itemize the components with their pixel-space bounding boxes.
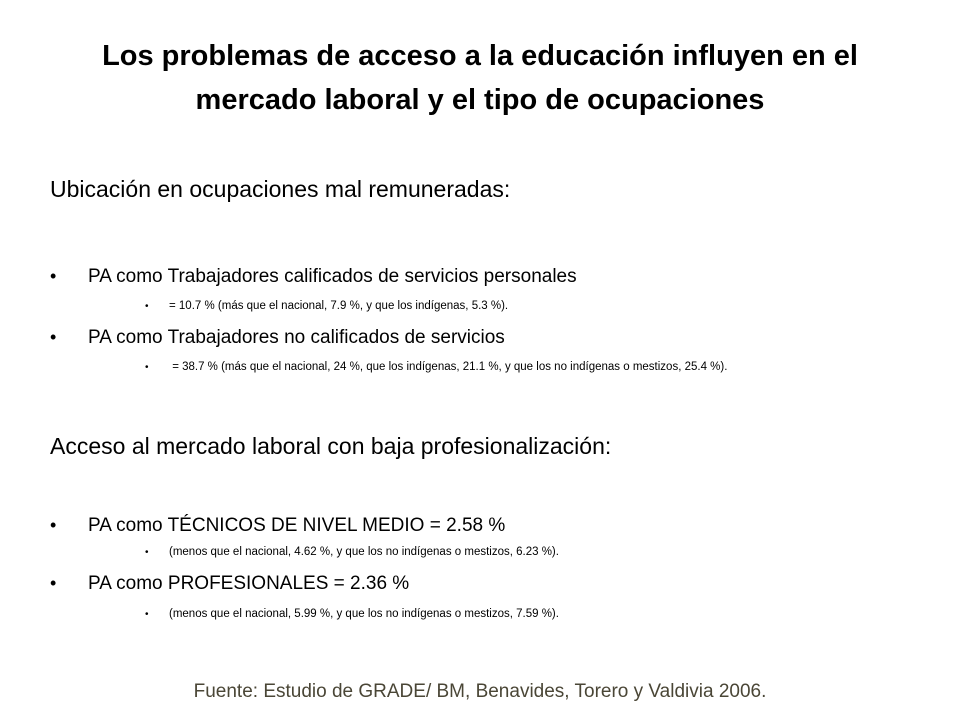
sub-bullet-item <box>145 359 727 376</box>
bullet-text: PA como PROFESIONALES = 2.36 % <box>88 573 410 594</box>
bullet-dot-icon: • <box>50 327 57 347</box>
bullet-text: PA como Trabajadores no calificados de servicios <box>88 327 505 348</box>
slide-title: Los problemas de acceso a la educación influyen en el mercado laboral y el tipo de ocupaciones <box>102 40 858 116</box>
section-heading-low-professionalization: Acceso al mercado laboral con baja profesionalización: <box>50 433 612 459</box>
bullet-text: PA como Trabajadores calificados de servicios personales <box>88 266 577 287</box>
bullet-item <box>50 264 577 289</box>
bullet-dot-icon: • <box>145 301 149 312</box>
sub-bullet-text: (menos que el nacional, 4.62 %, y que los no indígenas o mestizos, 6.23 %). <box>169 546 559 558</box>
sub-bullet-item <box>145 606 559 623</box>
sub-bullet-text: (menos que el nacional, 5.99 %, y que los no indígenas o mestizos, 7.59 %). <box>169 608 559 620</box>
sub-bullet-item <box>145 544 559 561</box>
bullet-dot-icon: • <box>50 515 57 535</box>
section-heading-low-pay: Ubicación en ocupaciones mal remuneradas: <box>50 176 511 202</box>
bullet-dot-icon: • <box>145 362 149 373</box>
bullet-dot-icon: • <box>50 573 57 593</box>
sub-bullet-item <box>145 298 508 315</box>
bullet-dot-icon: • <box>145 609 149 620</box>
bullet-item <box>50 571 409 596</box>
source-citation: Fuente: Estudio de GRADE/ BM, Benavides, Torero y Valdivia 2006. <box>193 681 767 702</box>
bullet-item <box>50 513 505 538</box>
sub-bullet-text: = 10.7 % (más que el nacional, 7.9 %, y que los indígenas, 5.3 %). <box>169 300 509 312</box>
bullet-item <box>50 325 505 350</box>
bullet-text: PA como TÉCNICOS DE NIVEL MEDIO = 2.58 % <box>88 515 506 536</box>
bullet-dot-icon: • <box>145 547 149 558</box>
bullet-dot-icon: • <box>50 266 57 286</box>
sub-bullet-text: = 38.7 % (más que el nacional, 24 %, que los indígenas, 21.1 %, y que los no indígenas o mestizos, 25.4 %). <box>169 361 728 373</box>
